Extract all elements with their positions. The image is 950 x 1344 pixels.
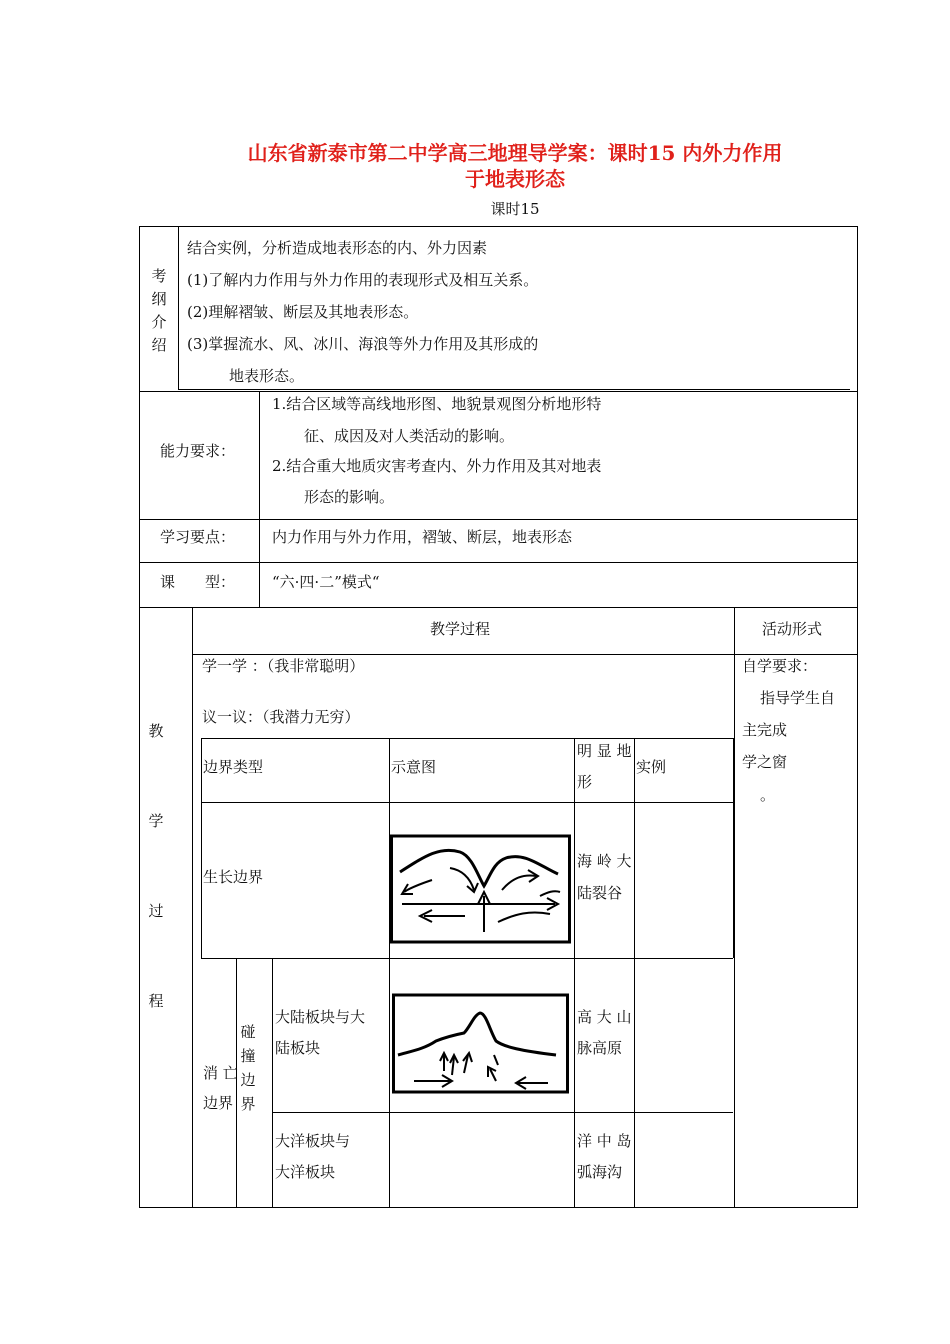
col-process-header: 教学过程 bbox=[430, 620, 491, 638]
outline-line-2: (1)了解内力作用与外力作用的表现形式及相互关系。 bbox=[187, 271, 539, 289]
collision-label: 碰撞边界 bbox=[240, 1023, 256, 1113]
inner-table-border bbox=[389, 738, 390, 1208]
outline-label: 考纲介绍 bbox=[151, 267, 167, 354]
lesson-type-label: 课 型： bbox=[160, 573, 236, 591]
doc-title-line2: 于地表形态 bbox=[465, 167, 565, 191]
table-border bbox=[192, 607, 193, 1208]
table-border bbox=[734, 607, 735, 1208]
process-label-text: 教学过程 bbox=[148, 722, 164, 1010]
outline-line-3: (2)理解褶皱、断层及其地表形态。 bbox=[187, 303, 419, 321]
table-border bbox=[139, 607, 858, 608]
discuss-heading: 议一议：（我潜力无穷） bbox=[202, 708, 360, 726]
header-boundary-type: 边界类型 bbox=[203, 758, 264, 776]
activity-line-3: 主完成 bbox=[742, 721, 788, 739]
inner-table-border bbox=[236, 958, 237, 1208]
table-border bbox=[857, 226, 858, 1208]
outline-line-1: 结合实例，分析造成地表形态的内、外力因素 bbox=[187, 239, 488, 257]
header-diagram: 示意图 bbox=[391, 758, 437, 776]
activity-line-1: 自学要求： bbox=[742, 657, 818, 675]
header-example: 实例 bbox=[636, 758, 667, 776]
table-border bbox=[178, 389, 850, 390]
table-border bbox=[139, 226, 140, 1208]
lesson-type-value: “六·四·二”模式“ bbox=[272, 573, 380, 591]
collision-boundary-diagram bbox=[392, 993, 570, 1095]
activity-line-5: 。 bbox=[760, 786, 776, 804]
oo-name-l1: 大洋板块与 bbox=[275, 1132, 351, 1150]
inner-table-border bbox=[733, 738, 734, 958]
table-border bbox=[139, 519, 858, 520]
inner-table-border bbox=[272, 1112, 733, 1113]
outline-line-5: 地表形态。 bbox=[229, 367, 305, 385]
outline-line-4: (3)掌握流水、风、冰川、海浪等外力作用及其形成的 bbox=[187, 335, 539, 353]
header-landform-l1: 明 显 地 bbox=[577, 742, 632, 760]
table-border bbox=[139, 1207, 858, 1208]
ability-line-2: 征、成因及对人类活动的影响。 bbox=[304, 427, 515, 445]
inner-table-border bbox=[201, 738, 202, 958]
key-points-value: 内力作用与外力作用，褶皱、断层，地表形态 bbox=[272, 528, 573, 546]
growth-landform-l1: 海 岭 大 bbox=[577, 852, 632, 870]
inner-table-border bbox=[634, 738, 635, 1208]
activity-line-4: 学之窗 bbox=[742, 753, 788, 771]
cc-landform-l1: 高 大 山 bbox=[577, 1008, 632, 1026]
cc-name-l1: 大陆板块与大 bbox=[275, 1008, 366, 1026]
process-label bbox=[146, 686, 166, 1046]
oo-landform-l1: 洋 中 岛 bbox=[577, 1132, 632, 1150]
inner-table-border bbox=[574, 738, 575, 1208]
table-border bbox=[139, 562, 858, 563]
learn-heading: 学一学 ：（我非常聪明） bbox=[202, 657, 365, 675]
table-border bbox=[139, 391, 858, 392]
doc-subtitle: 课时15 bbox=[490, 200, 540, 218]
ability-line-1: 1.结合区域等高线地形图、地貌景观图分析地形特 bbox=[272, 395, 602, 413]
subduction-label-b: 边界 bbox=[203, 1094, 234, 1112]
table-border bbox=[139, 226, 858, 227]
cc-name-l2: 陆板块 bbox=[275, 1039, 321, 1057]
oo-landform-l2: 弧海沟 bbox=[577, 1163, 623, 1181]
growth-boundary-name: 生长边界 bbox=[203, 868, 264, 886]
activity-line-2: 指导学生自 bbox=[760, 689, 836, 707]
subduction-label-a: 消 亡 bbox=[203, 1064, 238, 1082]
ability-label: 能力要求： bbox=[160, 442, 236, 460]
oo-name-l2: 大洋板块 bbox=[275, 1163, 336, 1181]
growth-boundary-diagram bbox=[390, 834, 572, 944]
inner-table-border bbox=[201, 738, 733, 739]
key-points-label: 学习要点： bbox=[160, 528, 236, 546]
table-border bbox=[192, 654, 858, 655]
inner-table-border bbox=[201, 958, 733, 959]
table-border bbox=[178, 226, 179, 390]
table-border bbox=[259, 391, 260, 607]
header-landform-l2: 形 bbox=[577, 773, 593, 791]
ability-line-4: 形态的影响。 bbox=[304, 488, 395, 506]
ability-line-3: 2.结合重大地质灾害考查内、外力作用及其对地表 bbox=[272, 457, 602, 475]
col-activity-header: 活动形式 bbox=[762, 620, 823, 638]
cc-landform-l2: 脉高原 bbox=[577, 1039, 623, 1057]
inner-table-border bbox=[201, 802, 733, 803]
inner-table-border bbox=[272, 958, 273, 1208]
doc-title-line1: 山东省新泰市第二中学高三地理导学案：课时15 内外力作用 bbox=[247, 141, 783, 165]
growth-landform-l2: 陆裂谷 bbox=[577, 884, 623, 902]
